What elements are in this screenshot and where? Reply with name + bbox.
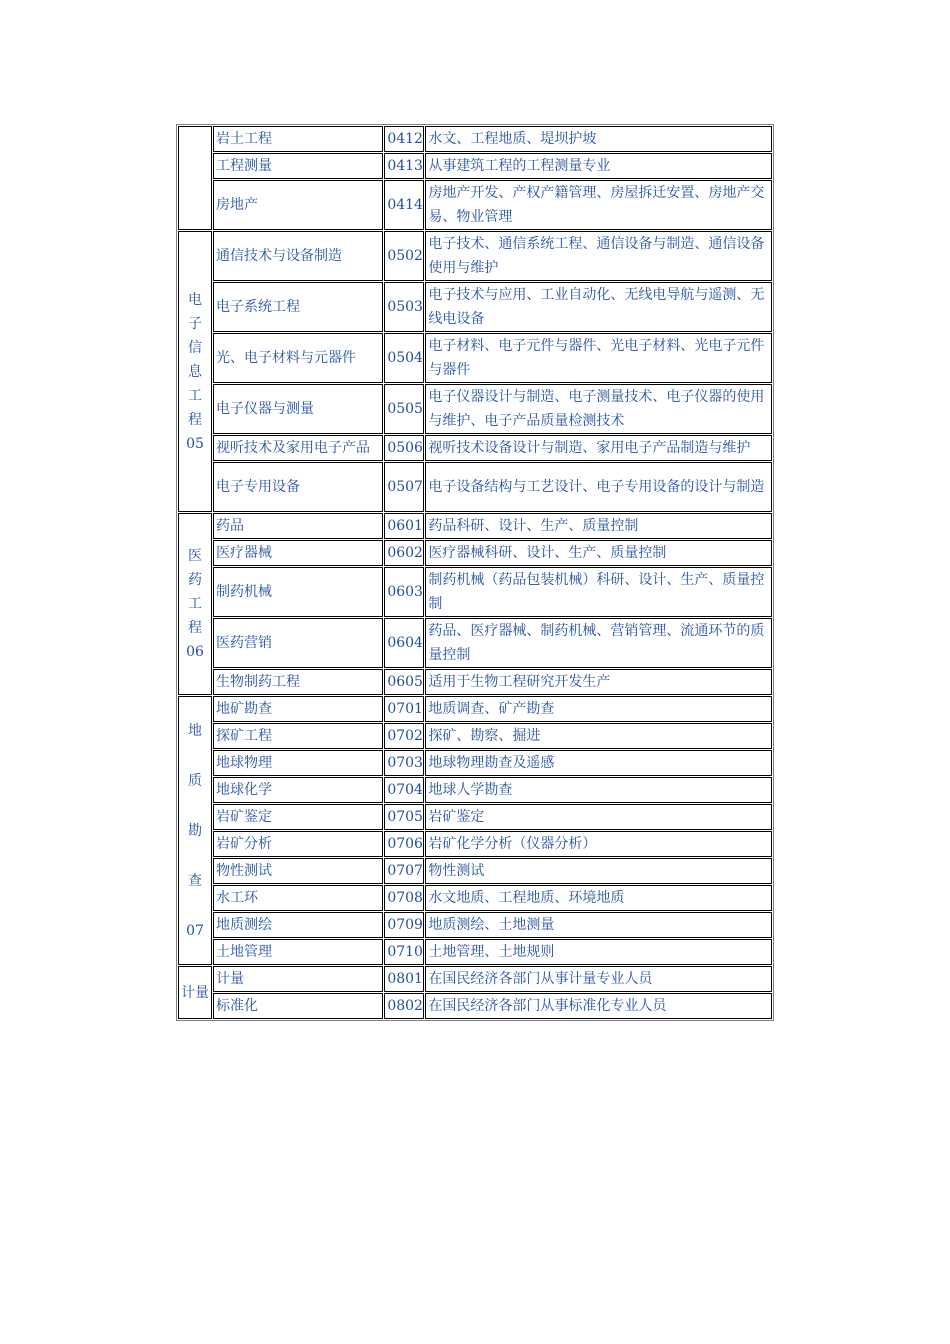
name-cell: 电子仪器与测量 bbox=[213, 384, 383, 434]
table-row bbox=[178, 540, 772, 566]
table-row bbox=[178, 993, 772, 1019]
category-char: 质 bbox=[188, 772, 203, 789]
code-cell: 0605 bbox=[384, 669, 424, 695]
desc-cell: 地质调查、矿产勘查 bbox=[425, 696, 772, 722]
name-cell: 工程测量 bbox=[213, 153, 383, 179]
code-cell: 0504 bbox=[384, 333, 424, 383]
desc-cell: 地球人学勘查 bbox=[425, 777, 772, 803]
desc-cell: 土地管理、土地规则 bbox=[425, 939, 772, 965]
table-row bbox=[178, 723, 772, 749]
table-row bbox=[178, 804, 772, 830]
table-row bbox=[178, 180, 772, 230]
code-cell: 0710 bbox=[384, 939, 424, 965]
table-row bbox=[178, 333, 772, 383]
category-char: 子 bbox=[188, 315, 203, 332]
desc-cell: 药品、医疗器械、制药机械、营销管理、流通环节的质量控制 bbox=[425, 618, 772, 668]
table-row bbox=[178, 885, 772, 911]
desc-cell: 地质测绘、土地测量 bbox=[425, 912, 772, 938]
code-cell: 0604 bbox=[384, 618, 424, 668]
name-cell: 标准化 bbox=[213, 993, 383, 1019]
name-cell: 物性测试 bbox=[213, 858, 383, 884]
table-row bbox=[178, 858, 772, 884]
category-char: 息 bbox=[188, 363, 203, 380]
desc-cell: 房地产开发、产权产籍管理、房屋拆迁安置、房地产交易、物业管理 bbox=[425, 180, 772, 230]
table-row bbox=[178, 153, 772, 179]
category-cell bbox=[178, 126, 212, 230]
category-cell bbox=[178, 513, 212, 695]
code-cell: 0601 bbox=[384, 513, 424, 539]
desc-cell: 电子技术、通信系统工程、通信设备与制造、通信设备使用与维护 bbox=[425, 231, 772, 281]
name-cell: 医疗器械 bbox=[213, 540, 383, 566]
table-row bbox=[178, 513, 772, 539]
code-cell: 0602 bbox=[384, 540, 424, 566]
category-char: 地 bbox=[188, 722, 203, 739]
specialty-table bbox=[176, 124, 774, 1021]
desc-cell: 适用于生物工程研究开发生产 bbox=[425, 669, 772, 695]
table-row bbox=[178, 777, 772, 803]
table-row bbox=[178, 282, 772, 332]
category-char: 06 bbox=[186, 644, 204, 660]
desc-cell: 医疗器械科研、设计、生产、质量控制 bbox=[425, 540, 772, 566]
category-char: 医 bbox=[188, 548, 203, 564]
code-cell: 0708 bbox=[384, 885, 424, 911]
desc-cell: 水文地质、工程地质、环境地质 bbox=[425, 885, 772, 911]
table-row bbox=[178, 750, 772, 776]
desc-cell: 电子设备结构与工艺设计、电子专用设备的设计与制造 bbox=[425, 462, 772, 512]
name-cell: 药品 bbox=[213, 513, 383, 539]
category-cell bbox=[178, 966, 212, 1019]
code-cell: 0507 bbox=[384, 462, 424, 512]
code-cell: 0603 bbox=[384, 567, 424, 617]
category-char: 05 bbox=[186, 435, 204, 452]
specialty-table-body bbox=[178, 126, 772, 1019]
code-cell: 0503 bbox=[384, 282, 424, 332]
desc-cell: 电子技术与应用、工业自动化、无线电导航与遥测、无线电设备 bbox=[425, 282, 772, 332]
code-cell: 0706 bbox=[384, 831, 424, 857]
name-cell: 地球物理 bbox=[213, 750, 383, 776]
code-cell: 0704 bbox=[384, 777, 424, 803]
table-row bbox=[178, 912, 772, 938]
name-cell: 地矿勘查 bbox=[213, 696, 383, 722]
desc-cell: 在国民经济各部门从事标准化专业人员 bbox=[425, 993, 772, 1019]
category-char: 勘 bbox=[188, 822, 203, 839]
category-char: 药 bbox=[188, 572, 203, 588]
desc-cell: 药品科研、设计、生产、质量控制 bbox=[425, 513, 772, 539]
name-cell: 通信技术与设备制造 bbox=[213, 231, 383, 281]
name-cell: 生物制药工程 bbox=[213, 669, 383, 695]
category-cell bbox=[178, 696, 212, 965]
desc-cell: 在国民经济各部门从事计量专业人员 bbox=[425, 966, 772, 992]
table-row bbox=[178, 231, 772, 281]
desc-cell: 电子仪器设计与制造、电子测量技术、电子仪器的使用与维护、电子产品质量检测技术 bbox=[425, 384, 772, 434]
desc-cell: 探矿、勘察、掘进 bbox=[425, 723, 772, 749]
category-char: 工 bbox=[188, 387, 203, 404]
code-cell: 0703 bbox=[384, 750, 424, 776]
table-row bbox=[178, 567, 772, 617]
table-row bbox=[178, 618, 772, 668]
table-row bbox=[178, 966, 772, 992]
code-cell: 0413 bbox=[384, 153, 424, 179]
name-cell: 探矿工程 bbox=[213, 723, 383, 749]
category-char: 程 bbox=[188, 620, 203, 636]
name-cell: 电子系统工程 bbox=[213, 282, 383, 332]
category-char: 计量 bbox=[181, 984, 210, 1001]
desc-cell: 岩矿化学分析（仪器分析） bbox=[425, 831, 772, 857]
desc-cell: 水文、工程地质、堤坝护坡 bbox=[425, 126, 772, 152]
code-cell: 0506 bbox=[384, 435, 424, 461]
name-cell: 制药机械 bbox=[213, 567, 383, 617]
table-row bbox=[178, 939, 772, 965]
code-cell: 0412 bbox=[384, 126, 424, 152]
category-char: 查 bbox=[188, 872, 203, 889]
desc-cell: 地球物理勘查及遥感 bbox=[425, 750, 772, 776]
desc-cell: 视听技术设备设计与制造、家用电子产品制造与维护 bbox=[425, 435, 772, 461]
table-row bbox=[178, 462, 772, 512]
desc-cell: 电子材料、电子元件与器件、光电子材料、光电子元件与器件 bbox=[425, 333, 772, 383]
name-cell: 地质测绘 bbox=[213, 912, 383, 938]
category-cell bbox=[178, 231, 212, 512]
specialty-table-container bbox=[176, 124, 774, 1021]
category-char: 信 bbox=[188, 339, 203, 356]
name-cell: 土地管理 bbox=[213, 939, 383, 965]
desc-cell: 物性测试 bbox=[425, 858, 772, 884]
desc-cell: 制药机械（药品包装机械）科研、设计、生产、质量控制 bbox=[425, 567, 772, 617]
table-row bbox=[178, 435, 772, 461]
code-cell: 0802 bbox=[384, 993, 424, 1019]
name-cell: 房地产 bbox=[213, 180, 383, 230]
code-cell: 0705 bbox=[384, 804, 424, 830]
table-row bbox=[178, 126, 772, 152]
desc-cell: 岩矿鉴定 bbox=[425, 804, 772, 830]
code-cell: 0709 bbox=[384, 912, 424, 938]
category-char: 电 bbox=[188, 291, 203, 308]
table-row bbox=[178, 696, 772, 722]
desc-cell: 从事建筑工程的工程测量专业 bbox=[425, 153, 772, 179]
name-cell: 医药营销 bbox=[213, 618, 383, 668]
name-cell: 岩矿鉴定 bbox=[213, 804, 383, 830]
code-cell: 0801 bbox=[384, 966, 424, 992]
name-cell: 电子专用设备 bbox=[213, 462, 383, 512]
name-cell: 光、电子材料与元器件 bbox=[213, 333, 383, 383]
code-cell: 0702 bbox=[384, 723, 424, 749]
category-char: 程 bbox=[188, 411, 203, 428]
category-char: 07 bbox=[186, 922, 204, 939]
code-cell: 0707 bbox=[384, 858, 424, 884]
code-cell: 0505 bbox=[384, 384, 424, 434]
code-cell: 0502 bbox=[384, 231, 424, 281]
table-row bbox=[178, 384, 772, 434]
code-cell: 0701 bbox=[384, 696, 424, 722]
name-cell: 视听技术及家用电子产品 bbox=[213, 435, 383, 461]
category-char: 工 bbox=[188, 596, 203, 612]
name-cell: 岩土工程 bbox=[213, 126, 383, 152]
name-cell: 计量 bbox=[213, 966, 383, 992]
name-cell: 水工环 bbox=[213, 885, 383, 911]
table-row bbox=[178, 831, 772, 857]
name-cell: 地球化学 bbox=[213, 777, 383, 803]
name-cell: 岩矿分析 bbox=[213, 831, 383, 857]
code-cell: 0414 bbox=[384, 180, 424, 230]
table-row bbox=[178, 669, 772, 695]
